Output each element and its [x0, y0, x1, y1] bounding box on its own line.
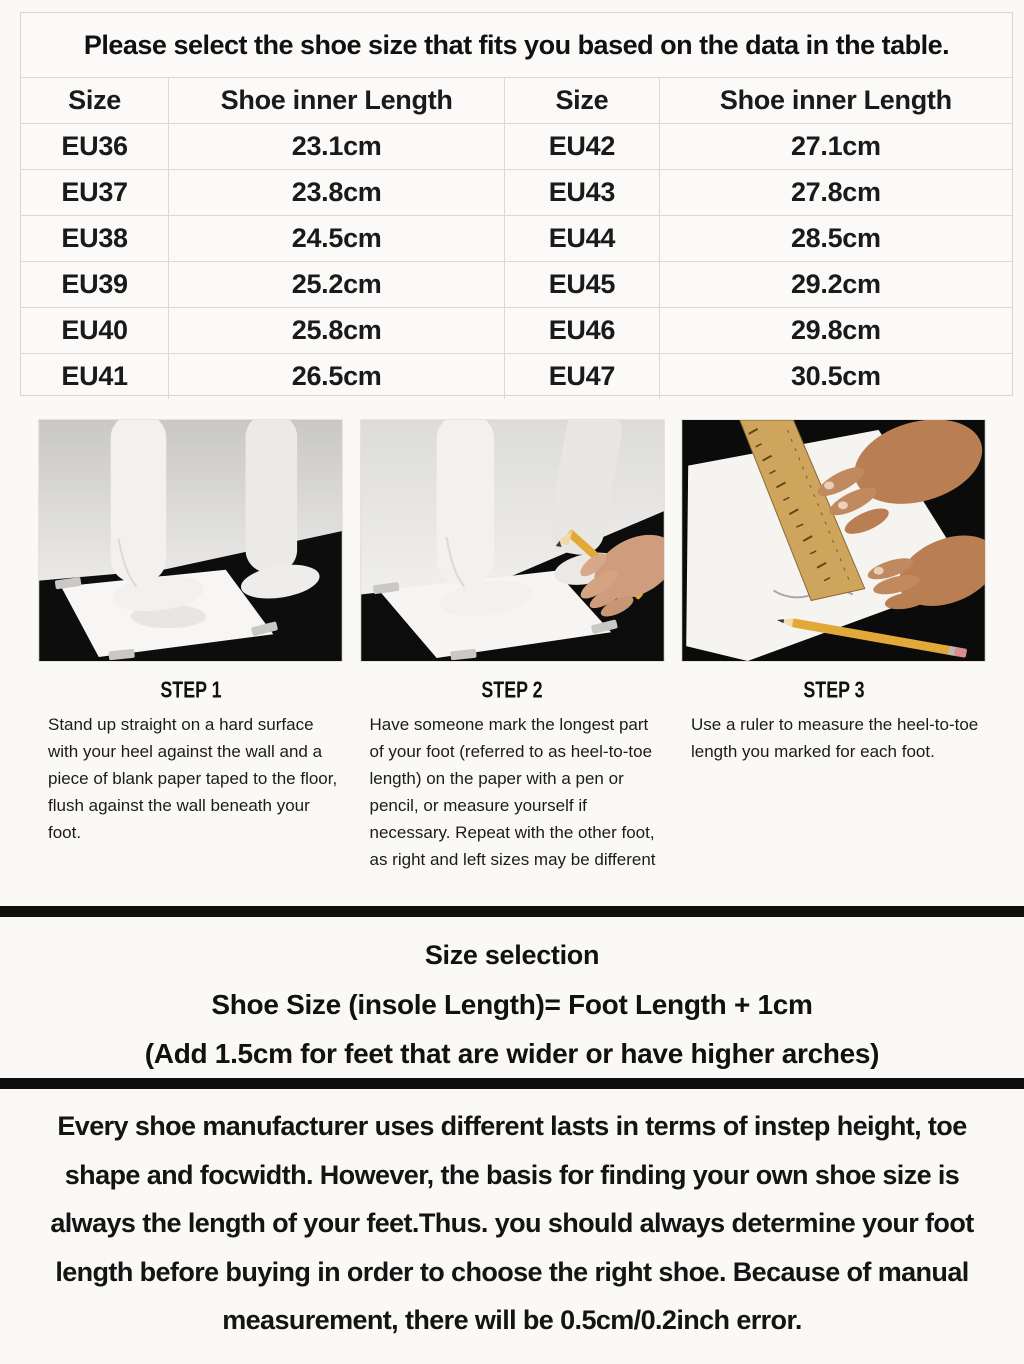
size-cell: EU46: [505, 308, 660, 354]
size-table: [21, 77, 1012, 399]
size-selection-section: [0, 917, 1024, 1078]
size-cell: EU40: [21, 308, 169, 354]
step-3-label: [681, 678, 986, 704]
table-row: [21, 170, 1012, 216]
size-cell: EU38: [21, 216, 169, 262]
size-cell: EU47: [505, 354, 660, 400]
header-size-right: Size: [505, 78, 660, 124]
length-cell: 24.5cm: [169, 216, 505, 262]
length-cell: 30.5cm: [659, 354, 1012, 400]
size-cell: EU43: [505, 170, 660, 216]
step-1-label-text: STEP 1: [159, 677, 222, 704]
steps-row: [38, 678, 986, 873]
length-cell: 29.2cm: [659, 262, 1012, 308]
size-cell: EU39: [21, 262, 169, 308]
step-2-label: [360, 678, 665, 704]
table-row: [21, 308, 1012, 354]
step-2: [360, 678, 665, 873]
size-selection-formula: Shoe Size (insole Length)= Foot Length + 1cm: [211, 989, 813, 1020]
marking-foot-illustration: [361, 420, 664, 661]
feet-on-paper-illustration: [39, 420, 342, 661]
step-photos-row: [38, 419, 986, 662]
size-cell: EU41: [21, 354, 169, 400]
measuring-with-ruler-photo: [681, 419, 986, 662]
feet-on-paper-photo: [38, 419, 343, 662]
size-cell: EU36: [21, 124, 169, 170]
size-selection-heading: Size selection: [424, 940, 600, 970]
ruler-measure-illustration: [682, 420, 985, 661]
step-2-label-text: STEP 2: [481, 677, 543, 704]
step-3-label-text: STEP 3: [802, 677, 865, 704]
divider-bar-top: [0, 906, 1024, 917]
table-row: [21, 216, 1012, 262]
footer-note: Every shoe manufacturer uses different lasts in terms of instep height, toe shape and focwidth. However, the basis for finding your own shoe size is always the length of your feet.Thus. you should always determine your foot length before buying in order to choose the right shoe. Because of manual measurement, there will be 0.5cm/0.2inch error.: [50, 1111, 974, 1335]
length-cell: 23.8cm: [169, 170, 505, 216]
step-3-description: Use a ruler to measure the heel-to-toe length you marked for each foot.: [691, 715, 979, 761]
size-cell: EU45: [505, 262, 660, 308]
table-row: [21, 124, 1012, 170]
divider-bar-bottom: [0, 1078, 1024, 1089]
table-row: [21, 262, 1012, 308]
length-cell: 25.8cm: [169, 308, 505, 354]
header-size-left: Size: [21, 78, 169, 124]
marking-foot-with-pencil-photo: [360, 419, 665, 662]
step-1-description: Stand up straight on a hard surface with your heel against the wall and a piece of blank paper taped to the floor, flush against the wall beneath your foot.: [48, 715, 338, 842]
length-cell: 28.5cm: [659, 216, 1012, 262]
step-3: [681, 678, 986, 873]
size-cell: EU37: [21, 170, 169, 216]
length-cell: 29.8cm: [659, 308, 1012, 354]
size-chart-box: [20, 12, 1013, 396]
length-cell: 26.5cm: [169, 354, 505, 400]
step-2-description: Have someone mark the longest part of your foot (referred to as heel-to-toe length) on the paper with a pen or pencil, or measure yourself if necessary. Repeat with the other foot, as right and left sizes may be different: [369, 715, 656, 869]
length-cell: 27.8cm: [659, 170, 1012, 216]
table-row: [21, 354, 1012, 400]
header-length-right: Shoe inner Length: [659, 78, 1012, 124]
length-cell: 27.1cm: [659, 124, 1012, 170]
length-cell: 25.2cm: [169, 262, 505, 308]
size-selection-note: (Add 1.5cm for feet that are wider or have higher arches): [144, 1038, 880, 1069]
size-cell: EU42: [505, 124, 660, 170]
step-1-label: [38, 678, 343, 704]
length-cell: 23.1cm: [169, 124, 505, 170]
header-length-left: Shoe inner Length: [169, 78, 505, 124]
page-title: Please select the shoe size that fits you based on the data in the table.: [83, 29, 950, 60]
size-cell: EU44: [505, 216, 660, 262]
size-table-header-row: [21, 78, 1012, 124]
step-1: [38, 678, 343, 873]
